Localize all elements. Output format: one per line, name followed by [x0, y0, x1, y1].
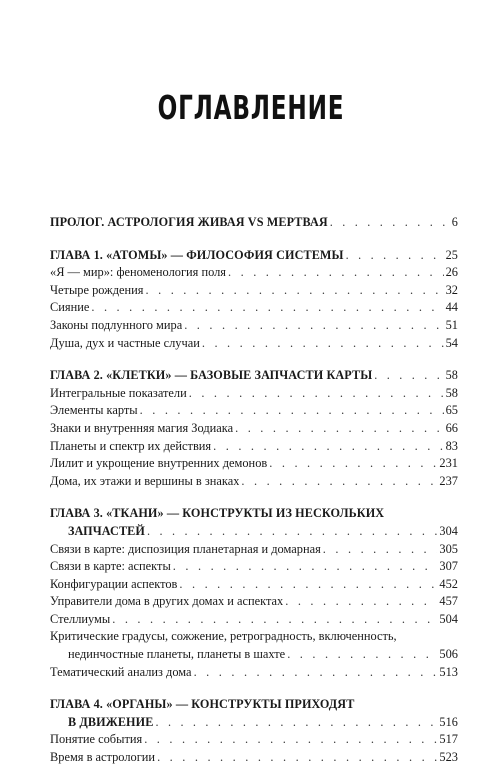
entry-page: 506 — [439, 647, 458, 662]
leader-dots — [323, 541, 438, 559]
entry-page: 237 — [439, 473, 458, 488]
leader-dots — [189, 385, 444, 403]
entry-page: 452 — [439, 576, 458, 591]
toc-entry[interactable] — [50, 455, 458, 473]
entry-title: Сияние — [50, 300, 90, 315]
toc-entry[interactable] — [50, 214, 458, 232]
entry-page: 504 — [439, 611, 458, 626]
toc-entry[interactable] — [50, 646, 458, 664]
entry-title: Интегральные показатели — [50, 385, 187, 400]
entry-page: 6 — [451, 215, 458, 229]
page-title: ОГЛАВЛЕНИЕ — [157, 88, 345, 127]
chapter-heading[interactable] — [50, 367, 458, 385]
entry-page: 305 — [439, 541, 458, 556]
entry-page: 65 — [445, 403, 458, 418]
leader-dots — [194, 664, 438, 682]
entry-title: Планеты и спектр их действия — [50, 438, 212, 453]
toc-entry[interactable] — [50, 664, 458, 682]
entry-page: 513 — [439, 664, 458, 679]
entry-title: Дома, их этажи и вершины в знаках — [50, 473, 240, 488]
toc-prologue — [50, 214, 458, 232]
entry-title: Связи в карте: аспекты — [50, 559, 171, 574]
leader-dots — [269, 455, 437, 473]
toc-entry[interactable] — [50, 558, 458, 576]
leader-dots — [144, 731, 437, 749]
entry-page: 304 — [439, 523, 458, 538]
entry-page: 44 — [445, 300, 458, 315]
toc-entry-line-1[interactable]: Критические градусы, сожжение, ретроградность, включенность, — [50, 629, 397, 644]
entry-page: 523 — [439, 750, 458, 765]
entry-page: 54 — [445, 335, 458, 350]
entry-title: ГЛАВА 2. «КЛЕТКИ» — БАЗОВЫЕ ЗАПЧАСТИ КАРТЫ — [50, 368, 373, 383]
entry-title: ПРОЛОГ. АСТРОЛОГИЯ ЖИВАЯ VS МЕРТВАЯ — [50, 215, 328, 229]
toc-entry[interactable] — [50, 402, 458, 420]
entry-title: Элементы карты — [50, 403, 138, 418]
leader-dots — [147, 523, 437, 541]
entry-title: Знаки и внутренняя магия Зодиака — [50, 420, 234, 435]
leader-dots — [346, 247, 444, 265]
entry-title: В ДВИЖЕНИЕ — [68, 714, 154, 729]
leader-dots — [91, 299, 443, 317]
toc-chapter-3 — [50, 505, 458, 681]
entry-title: Тематический анализ дома — [50, 664, 192, 679]
chapter-heading[interactable] — [50, 247, 458, 265]
entry-title: ГЛАВА 1. «АТОМЫ» — ФИЛОСОФИЯ СИСТЕМЫ — [50, 247, 344, 262]
entry-page: 58 — [445, 385, 458, 400]
leader-dots — [241, 473, 437, 491]
entry-title: Четыре рождения — [50, 282, 144, 297]
toc-entry[interactable] — [50, 317, 458, 335]
toc-chapter-2 — [50, 367, 458, 490]
entry-title: Управители дома в других домах и аспектах — [50, 594, 284, 609]
toc-entry[interactable] — [50, 593, 458, 611]
chapter-heading[interactable] — [50, 523, 458, 541]
leader-dots — [140, 402, 444, 420]
entry-title: Лилит и укрощение внутренних демонов — [50, 456, 268, 471]
entry-page: 25 — [445, 247, 458, 262]
toc-chapter-4 — [50, 696, 458, 766]
entry-page: 51 — [445, 317, 458, 332]
toc-entry[interactable] — [50, 731, 458, 749]
leader-dots — [285, 593, 437, 611]
toc-entry[interactable] — [50, 335, 458, 353]
entry-page: 457 — [439, 594, 458, 609]
entry-page: 58 — [445, 368, 458, 383]
toc-chapter-1 — [50, 247, 458, 353]
entry-page: 231 — [439, 456, 458, 471]
entry-page: 26 — [445, 265, 458, 280]
leader-dots — [330, 214, 450, 232]
chapter-heading-line-1[interactable]: ГЛАВА 3. «ТКАНИ» — КОНСТРУКТЫ ИЗ НЕСКОЛЬКИХ — [50, 506, 385, 521]
leader-dots — [213, 438, 443, 456]
leader-dots — [228, 264, 444, 282]
leader-dots — [112, 611, 437, 629]
leader-dots — [287, 646, 437, 664]
leader-dots — [146, 282, 444, 300]
entry-page: 32 — [445, 282, 458, 297]
entry-title: Законы подлунного мира — [50, 317, 183, 332]
entry-page: 516 — [439, 714, 458, 729]
entry-page: 517 — [439, 732, 458, 747]
toc-entry[interactable] — [50, 299, 458, 317]
leader-dots — [157, 749, 437, 767]
entry-title: Понятие события — [50, 732, 143, 747]
entry-title: Время в астрологии — [50, 750, 156, 765]
chapter-heading-line-1[interactable]: ГЛАВА 4. «ОРГАНЫ» — КОНСТРУКТЫ ПРИХОДЯТ — [50, 697, 355, 712]
toc-entry[interactable] — [50, 576, 458, 594]
entry-title: «Я — мир»: феноменология поля — [50, 265, 227, 280]
toc-entry[interactable] — [50, 420, 458, 438]
entry-page: 66 — [445, 420, 458, 435]
table-of-contents — [50, 214, 458, 782]
toc-entry[interactable] — [50, 541, 458, 559]
toc-entry[interactable] — [50, 282, 458, 300]
toc-entry[interactable] — [50, 611, 458, 629]
toc-entry[interactable] — [50, 438, 458, 456]
toc-entry[interactable] — [50, 264, 458, 282]
entry-page: 83 — [445, 438, 458, 453]
entry-title: Стеллиумы — [50, 611, 111, 626]
entry-title: Связи в карте: диспозиция планетарная и домарная — [50, 541, 321, 556]
leader-dots — [173, 558, 438, 576]
entry-title: Конфигурации аспектов — [50, 576, 178, 591]
leader-dots — [235, 420, 444, 438]
leader-dots — [155, 714, 437, 732]
entry-page: 307 — [439, 559, 458, 574]
toc-entry[interactable] — [50, 749, 458, 767]
entry-title: нединчостные планеты, планеты в шахте — [68, 647, 286, 662]
leader-dots — [179, 576, 437, 594]
toc-entry[interactable] — [50, 385, 458, 403]
leader-dots — [184, 317, 443, 335]
toc-entry[interactable] — [50, 473, 458, 491]
chapter-heading[interactable] — [50, 714, 458, 732]
leader-dots — [202, 335, 444, 353]
leader-dots — [374, 367, 443, 385]
entry-title: Душа, дух и частные случаи — [50, 335, 200, 350]
entry-title: ЗАПЧАСТЕЙ — [68, 523, 145, 538]
